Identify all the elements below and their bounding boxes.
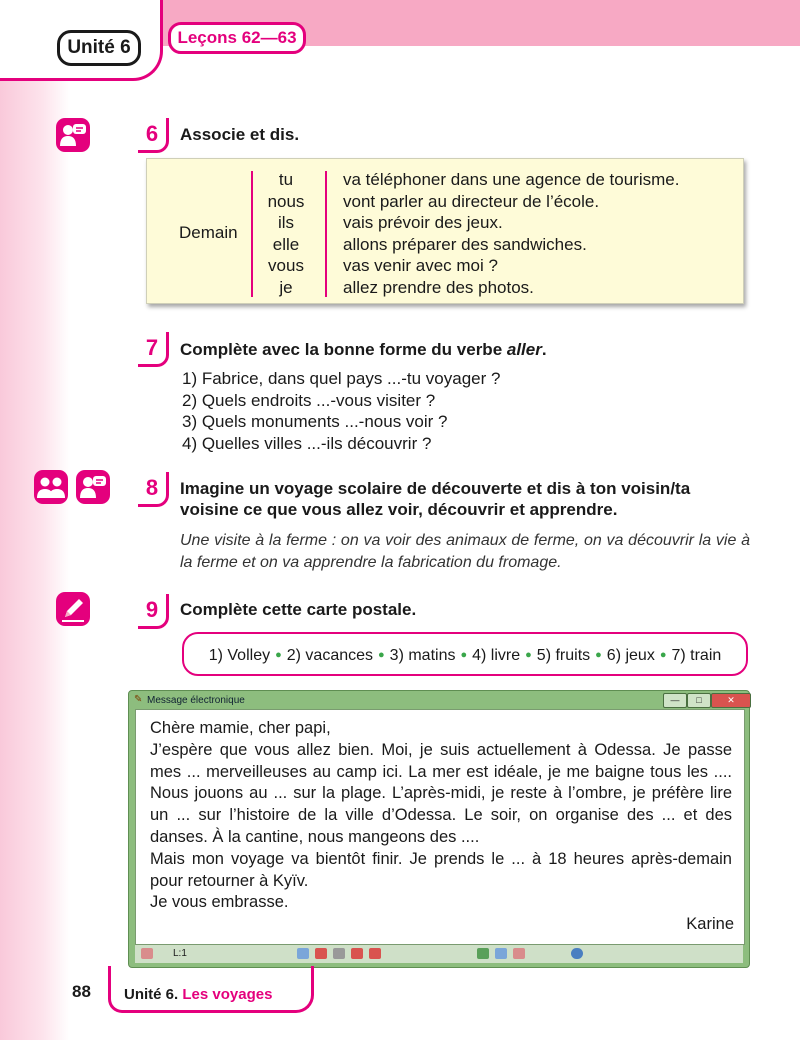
page-number: 88 [72,982,91,1001]
maximize-button[interactable]: □ [687,693,711,708]
word-item: 6) jeux [606,647,655,664]
unit-badge: Unité 6 [57,30,141,66]
matching-table [146,158,744,304]
endings-column [343,169,679,298]
title-text: Complète avec la bonne forme du verbe [180,340,507,359]
toolbar-icon[interactable] [315,948,327,959]
divider-right [325,171,327,297]
email-text [150,718,732,914]
email-signature: Karine [686,915,734,933]
subjects-column [241,169,331,298]
subject-item: ils [277,213,295,232]
list-item: 3) Quels monuments ...-nous voir ? [182,412,448,431]
speech-icon [76,470,110,504]
toolbar-icon[interactable] [369,948,381,959]
status-icon [141,948,153,959]
footer-title [124,986,272,1003]
exercise-6-number: 6 [138,118,169,153]
close-button[interactable]: ✕ [711,693,751,708]
subject-item: vous [268,256,304,275]
left-pink-band [0,0,70,1040]
list-item: 4) Quelles villes ...-ils découvrir ? [182,433,432,453]
email-line: J’espère que vous allez bien. Moi, je suis actuellement à Odessa. Je passe mes ... merveilleuses au camp ici. La mer est idéale, je me baigne tous les .... Nous jouons au ... sur la plage. L’après-midi, je reste à l’ombre, je préfère lire un ... sur l’histoire de la ville d’Odessa. Le soir, on organise des ... et des danses. À la cantine, nous mangeons des .... [150,740,732,846]
toolbar-icon[interactable] [351,948,363,959]
cursor-position: L:1 [173,948,187,959]
title-verb: aller [506,340,542,359]
ending-item: vont parler au directeur de l’école. [343,191,600,211]
window-app-icon: ✎ [134,694,143,705]
exercise-8-title: Imagine un voyage scolaire de découverte et dis à ton voisin/ta voisine ce que vous allez voir, découvrir et apprendre. [180,479,691,519]
email-window [128,690,750,968]
bullet-icon: ● [525,649,532,661]
exercise-9-number: 9 [138,594,169,629]
email-line: Je vous embrasse. [150,893,289,912]
status-bar [135,945,743,963]
ending-item: allez prendre des photos. [343,277,534,297]
bullet-icon: ● [659,649,667,661]
word-item: 5) fruits [536,647,591,664]
bullet-icon: ● [595,649,602,661]
exercise-7-title [180,340,547,360]
window-title: Message électronique [147,695,245,706]
bullet-icon: ● [460,649,468,661]
exercise-6-title: Associe et dis. [180,125,300,144]
ending-item: vais prévoir des jeux. [343,213,503,232]
minimize-button[interactable]: — [663,693,687,708]
ending-item: allons préparer des sandwiches. [343,234,587,254]
email-line: Chère mamie, cher papi, [150,719,331,737]
word-item: 4) livre [472,647,521,664]
exercise-9-title: Complète cette carte postale. [180,600,417,619]
lessons-badge: Leçons 62—63 [168,22,306,54]
toolbar-icon[interactable] [477,948,489,959]
exercise-8-number: 8 [138,472,169,507]
pencil-icon [56,592,90,626]
speech-icon [56,118,90,152]
toolbar-icon[interactable] [297,948,309,959]
title-end: . [541,340,547,359]
demain-label: Demain [179,223,238,242]
toolbar-icon[interactable] [571,948,583,959]
bullet-icon: ● [378,649,385,661]
ending-item: va téléphoner dans une agence de tourisme. [343,170,680,189]
toolbar-icon[interactable] [495,948,507,959]
list-item: 2) Quels endroits ...-vous visiter ? [182,390,436,410]
exercise-7-number: 7 [138,332,169,367]
subject-item: tu [278,170,294,189]
word-item: 7) train [671,647,722,664]
word-item: 2) vacances [286,647,374,664]
word-item: 3) matins [389,647,456,664]
list-item: 1) Fabrice, dans quel pays ...-tu voyager ? [182,369,501,388]
pair-work-icon [34,470,68,504]
exercise-8-example: Une visite à la ferme : on va voir des animaux de ferme, on va découvrir la vie à la ferme et on va apprendre la fabrication du fromage. [180,532,750,571]
toolbar-icon[interactable] [513,948,525,959]
word-bank [182,632,748,676]
email-body[interactable] [135,709,745,945]
email-line: Mais mon voyage va bientôt finir. Je prends le ... à 18 heures après-demain pour retourner à Kyïv. [150,849,732,890]
word-item: 1) Volley [208,647,271,664]
subject-item: nous [267,191,305,211]
footer-unit: Unité 6. [124,986,179,1003]
footer-topic: Les voyages [182,986,273,1003]
bullet-icon: ● [275,649,282,661]
ending-item: vas venir avec moi ? [343,256,498,275]
subject-item: je [279,277,293,297]
subject-item: elle [272,234,300,254]
toolbar-icon[interactable] [333,948,345,959]
exercise-7-list [182,368,500,454]
